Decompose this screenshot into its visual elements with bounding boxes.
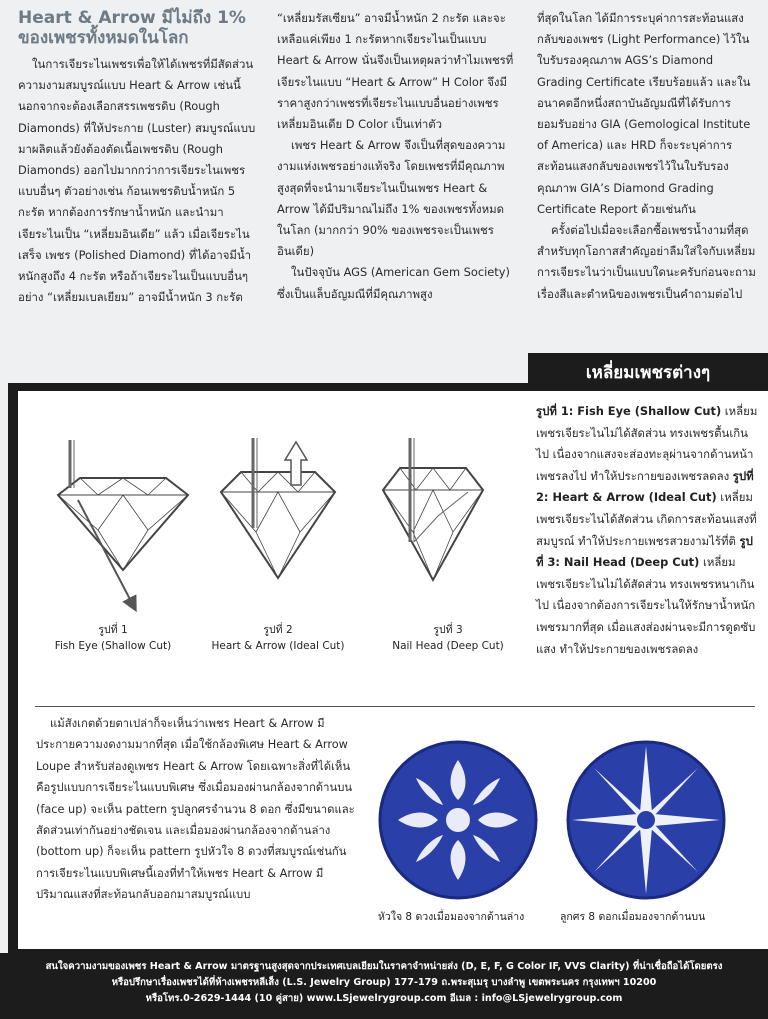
- arrows-pattern-gem: [566, 740, 726, 900]
- article-title-line1: Heart & Arrow มีไม่ถึง 1%: [18, 8, 246, 28]
- fig2-desc-head: รูปที่ 2: Heart & Arrow (Ideal Cut): [536, 468, 754, 505]
- fig1-desc-head: รูปที่ 1: Fish Eye (Shallow Cut): [536, 404, 722, 418]
- fig3-desc-head: รูปที่ 3: Nail Head (Deep Cut): [536, 533, 753, 570]
- fish-eye-diamond-diagram: [58, 440, 188, 605]
- figure-1-label: รูปที่ 1: [98, 624, 128, 636]
- figure-2-caption: [203, 622, 353, 654]
- figure-1-name: Fish Eye (Shallow Cut): [54, 640, 172, 652]
- fig1-desc-body: เหลี่ยมเพชรเจียระไนไม่ได้สัดส่วน ทรงเพชรตื้นเกินไป เนื่องจากแสงจะส่องทะลุผ่านจากด้านหน้าเพชรลงไป ทำให้ประกายของเพชรลดลง: [536, 404, 758, 483]
- cut-descriptions: [536, 401, 760, 660]
- arrows-caption: ลูกศร 8 ดอกเมื่อมองจากด้านบน: [560, 911, 706, 923]
- article-paragraph: ในปัจจุบัน AGS (American Gem Society) ซึ่งเป็นแล็บอัญมณีที่มีคุณภาพสูง: [277, 265, 510, 301]
- section-divider: [35, 706, 755, 707]
- figure-3-label: รูปที่ 3: [433, 624, 463, 636]
- hearts-pattern-gem: [378, 740, 538, 900]
- figure-3-name: Nail Head (Deep Cut): [392, 640, 504, 652]
- article-paragraph: ที่สุดในโลก ได้มีการระบุค่าการสะท้อนแสงกลับของเพชร (Light Performance) ไว้ในใบรับรองคุณภาพ AGS’s Diamond Grading Certificate เรียบร้อยแล้ว และในอนาคตอีกหนึ่งสถาบันอัญมณีที่ได้รับการยอมรับอย่าง GIA (Gemological Institute of America) และ HRD ก็จะระบุค่าการสะท้อนแสงกลับของเพชรไว้ในใบรับรองคุณภาพ GIA’s Diamond Grading Certificate Report ด้วยเช่นกัน: [537, 11, 751, 216]
- figure-1-caption: [38, 622, 188, 654]
- article-column-1: [18, 8, 256, 308]
- heart-arrow-diamond-diagram: [221, 438, 335, 578]
- loupe-paragraph: แม้สังเกตด้วยตาเปล่าก็จะเห็นว่าเพชร Heart & Arrow มีประกายความงดงามมากที่สุด เมื่อใช้กล้องพิเศษ Heart & Arrow Loupe สำหรับส่องดูเพชร Heart & Arrow โดยเฉพาะสิ่งที่ได้เห็นคือรูปแบบการเจียระไนแบบพิเศษ ซึ่งเมื่อมองผ่านกล้องจากด้านบน (face up) จะเห็น pattern รูปลูกศรจำนวน 8 ดอก ซึ่งมีขนาดและสัดส่วนเท่ากันอย่างชัดเจน และเมื่อมองผ่านกล้องจากด้านล่าง (bottom up) ก็จะเห็น pattern รูปหัวใจ 8 ดวงที่สมบูรณ์เช่นกัน การเจียระไนแบบพิเศษนี้เองที่ทำให้เพชร Heart & Arrow มีปริมาณแสงที่สะท้อนกลับออกมาสมบูรณ์แบบ: [36, 717, 355, 902]
- hearts-caption: หัวใจ 8 ดวงเมื่อมองจากด้านล่าง: [378, 911, 525, 923]
- diamond-cut-diagrams: [38, 420, 528, 670]
- article-paragraph: เพชร Heart & Arrow จึงเป็นที่สุดของความงามแห่งเพชรอย่างแท้จริง โดยเพชรที่มีคุณภาพสูงสุดที่จะนำมาเจียระไนเป็นเพชร Heart & Arrow ได้มีปริมาณไม่ถึง 1% ของเพชรทั้งหมดในโลก (มากกว่า 90% ของเพชรจะเป็นเพชรอินเดีย): [277, 138, 506, 259]
- article-paragraph: ครั้งต่อไปเมื่อจะเลือกซื้อเพชรน้ำงามที่สุดสำหรับทุกโอกาสสำคัญอย่าลืมใส่ใจกับเหลี่ยมการเจียระไนว่าเป็นแบบใดนะครับก่อนจะถามเรื่องสีและตำหนิของเพชรเป็นคำถามต่อไป: [537, 223, 756, 301]
- article-paragraph: “เหลี่ยมรัสเซียน” อาจมีน้ำหนัก 2 กะรัต และจะเหลือแค่เพียง 1 กะรัตหากเจียระไนเป็นแบบ Heart & Arrow นั่นจึงเป็นเหตุผลว่าทำไมเพชรที่เจียระไนแบบ “Heart & Arrow” H Color จึงมีราคาสูงกว่าเพชรที่เจียระไนแบบอื่นอย่างเพชรเหลี่ยมอินเดีย D Color เป็นเท่าตัว: [277, 11, 514, 132]
- footer-band: [0, 953, 768, 1019]
- figure-2-label: รูปที่ 2: [263, 624, 293, 636]
- section-heading: เหลี่ยมเพชรต่างๆ: [528, 353, 768, 391]
- fig3-desc-body: เหลี่ยมเพชรเจียระไนไม่ได้สัดส่วน ทรงเพชรหนาเกินไป เนื่องจากต้องการเจียระไนให้รักษาน้ำหนักเพชรมากที่สุด เมื่อแสงส่องผ่านจะมีการดูดซับแสง ทำให้ประกายของเพชรลดลง: [536, 555, 756, 656]
- article-column-2: [277, 8, 515, 305]
- footer-line-1: สนใจความงามของเพชร Heart & Arrow มาตรฐานสูงสุดจากประเทศเบลเยียมในราคาจำหน่ายส่ง (D, E, F, G Color IF, VVS Clarity) ที่น่าเชื่อถือได้โดยตรง: [45, 961, 723, 972]
- article-paragraph: ในการเจียระไนเพชรเพื่อให้ได้เพชรที่มีสัดส่วนความงามสมบูรณ์แบบ Heart & Arrow เช่นนี้ นอกจากจะต้องเลือกสรรเพชรดิบ (Rough Diamonds) ที่ให้ประกาย (Luster) สมบูรณ์แบบมาผลิตแล้วยังต้องตัดเนื้อเพชรดิบ (Rough Diamonds) ออกไปมากกว่าการเจียระไนเพชรแบบอื่นๆ ตัวอย่างเช่น ก้อนเพชรดิบน้ำหนัก 5 กะรัต หากต้องการรักษาน้ำหนัก และนำมาเจียระไนเป็น “เหลี่ยมอินเดีย” แล้ว เมื่อเจียระไนเสร็จ เพชร (Polished Diamond) ที่ได้อาจมีน้ำหนักสูงถึง 4 กะรัต หรือถ้าเจียระไนเป็นแบบอื่นๆ อย่าง “เหลี่ยมเบลเยียม” อาจมีน้ำหนัก 3 กะรัต: [18, 57, 256, 305]
- footer-line-2: หรือปรึกษาเรื่องเพชรได้ที่ห้างเพชรหลีเส็ง (L.S. Jewelry Group) 177-179 ถ.พระสุเมรุ บางลำพู เขตพระนคร กรุงเทพฯ 10200: [111, 977, 657, 988]
- figure-3-caption: [373, 622, 523, 654]
- fig2-desc-body: เหลี่ยมเพชรเจียระไนได้สัดส่วน เกิดการสะท้อนแสงที่สมบูรณ์ ทำให้ประกายเพชรสวยงามไร้ที่ติ: [536, 490, 757, 548]
- article-column-3: [537, 8, 762, 305]
- article-title-line2: ของเพชรทั้งหมดในโลก: [18, 28, 189, 48]
- figure-2-name: Heart & Arrow (Ideal Cut): [211, 640, 345, 652]
- footer-line-3: หรือโทร.0-2629-1444 (10 คู่สาย) www.LSjewelrygroup.com อีเมล : info@LSjewelrygroup.com: [145, 993, 623, 1004]
- nail-head-diamond-diagram: [383, 438, 483, 580]
